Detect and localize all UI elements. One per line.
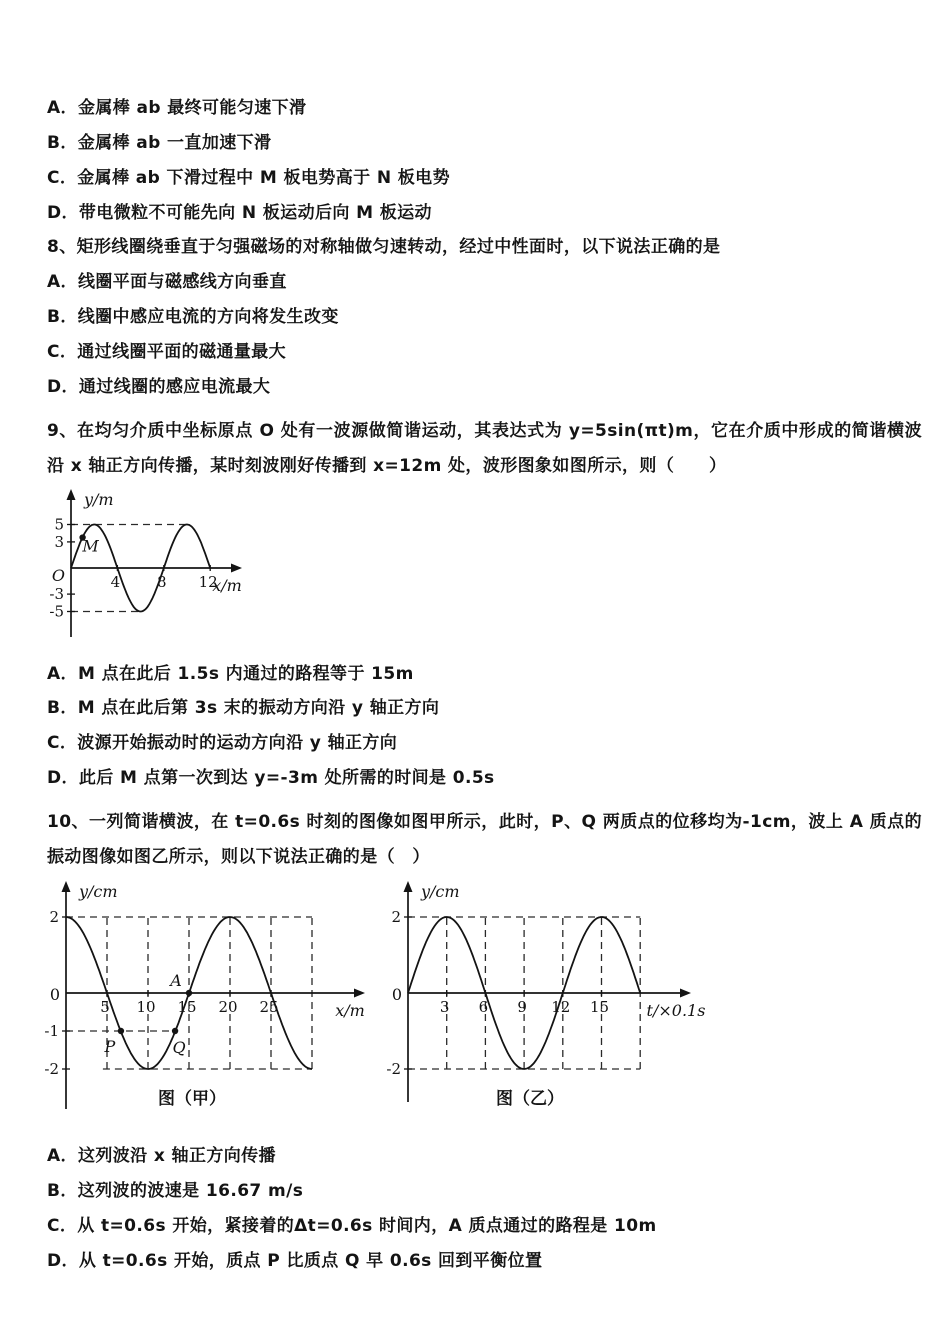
y-axis-arrow-icon — [67, 489, 76, 500]
point-label-P: P — [104, 1036, 116, 1056]
point-Q — [172, 1028, 178, 1034]
q9-wave-snapshot — [47, 486, 347, 652]
y-axis-label: y/cm — [421, 881, 460, 901]
y-axis-label: y/cm — [79, 881, 118, 901]
x-tick-label: 10 — [136, 997, 156, 1016]
figure-yi-vibration-graph — [382, 876, 727, 1130]
figure-caption: 图（乙） — [496, 1088, 564, 1109]
q9-waveform-figure — [47, 486, 922, 656]
q7-option-a: A．金属棒 ab 最终可能匀速下滑 — [47, 98, 307, 118]
q10-option-d: D．从 t=0.6s 开始，质点 P 比质点 Q 早 0.6s 回到平衡位置 — [47, 1250, 543, 1271]
x-tick-label: 8 — [157, 572, 167, 591]
x-tick-label: 15 — [177, 997, 197, 1016]
x-tick-label: 9 — [517, 997, 527, 1016]
point-label-A: A — [170, 970, 182, 990]
origin-label: 0 — [49, 984, 60, 1004]
q8-option-a: A．线圈平面与磁感线方向垂直 — [47, 272, 287, 293]
x-axis-label: x/m — [335, 1000, 365, 1020]
x-axis-arrow-icon — [231, 563, 242, 572]
x-tick-label: 20 — [218, 997, 238, 1016]
x-tick-label: 5 — [100, 997, 110, 1016]
y-tick-label: -3 — [49, 584, 64, 603]
x-tick-label: 6 — [478, 997, 489, 1016]
origin-label: O — [51, 565, 65, 585]
q8-stem: 8、矩形线圈绕垂直于匀强磁场的对称轴做匀速转动，经过中性面时，以下说法正确的是 — [47, 237, 721, 258]
y-axis-arrow-icon — [62, 881, 71, 892]
q9-option-a: A．M 点在此后 1.5s 内通过的路程等于 15m — [47, 663, 414, 684]
figure-caption: 图（甲） — [158, 1088, 226, 1109]
y-tick-label: -5 — [49, 602, 64, 621]
x-axis-arrow-icon — [680, 988, 691, 997]
q9-stem: 9、在均匀介质中坐标原点 O 处有一波源做简谐运动，其表达式为 y=5sin(πt)m，它在介质中形成的简谐横波沿 x 轴正方向传播，某时刻波刚好传播到 x=12m 处，波形图象如图所示，则（ ） — [47, 420, 922, 476]
q8-option-d: D．通过线圈的感应电流最大 — [47, 376, 271, 397]
x-tick-label: 3 — [439, 997, 450, 1016]
q8-option-b: B．线圈中感应电流的方向将发生改变 — [47, 307, 339, 328]
y-tick-label: -2 — [44, 1059, 59, 1078]
x-axis-label: x/m — [212, 575, 242, 595]
q10-stem: 10、一列简谐横波，在 t=0.6s 时刻的图像如图甲所示，此时，P、Q 两质点的位移均为-1cm，波上 A 质点的振动图像如图乙所示，则以下说法正确的是（ ） — [47, 811, 922, 867]
question-9 — [47, 414, 922, 788]
point-label-M: M — [82, 536, 99, 556]
q7-options — [47, 100, 922, 222]
y-tick-label: 5 — [54, 515, 64, 534]
y-tick-label: 2 — [391, 907, 401, 926]
x-axis-label: t/×0.1s — [646, 1000, 706, 1020]
x-tick-label: 15 — [589, 997, 610, 1016]
x-tick-label: 4 — [110, 572, 121, 591]
q8-option-c: C．通过线圈平面的磁通量最大 — [47, 341, 287, 362]
y-axis-arrow-icon — [404, 881, 413, 892]
y-axis-label: y/m — [84, 489, 114, 509]
x-tick-label: 12 — [198, 572, 218, 591]
point-label-Q: Q — [172, 1037, 186, 1057]
q10-figures — [42, 876, 922, 1130]
point-P — [118, 1028, 124, 1034]
x-tick-label: 12 — [551, 997, 571, 1016]
q7-option-d: D．带电微粒不可能先向 N 板运动后向 M 板运动 — [47, 202, 432, 223]
q7-option-c: C．金属棒 ab 下滑过程中 M 板电势高于 N 板电势 — [47, 167, 450, 188]
question-8 — [47, 239, 922, 396]
q7-option-b: B．金属棒 ab 一直加速下滑 — [47, 132, 272, 153]
point-A — [186, 990, 192, 996]
y-tick-label: 2 — [49, 907, 59, 926]
wave-snapshot-jia — [42, 876, 382, 1126]
q10-option-a: A．这列波沿 x 轴正方向传播 — [47, 1145, 276, 1166]
question-10 — [44, 805, 922, 1271]
y-tick-label: -1 — [44, 1021, 59, 1040]
y-tick-label: 3 — [54, 532, 64, 551]
q9-option-d: D．此后 M 点第一次到达 y=-3m 处所需的时间是 0.5s — [47, 768, 495, 789]
x-tick-label: 25 — [259, 997, 279, 1016]
vibration-graph-yi — [382, 876, 727, 1126]
q9-option-b: B．M 点在此后第 3s 末的振动方向沿 y 轴正方向 — [47, 698, 440, 719]
q10-option-b: B．这列波的波速是 16.67 m/s — [47, 1180, 304, 1201]
x-axis-arrow-icon — [354, 988, 365, 997]
y-tick-label: -2 — [386, 1059, 401, 1078]
origin-label: 0 — [391, 984, 402, 1004]
q9-option-c: C．波源开始振动时的运动方向沿 y 轴正方向 — [47, 733, 398, 754]
figure-jia-wave-snapshot — [42, 876, 382, 1130]
q10-option-c: C．从 t=0.6s 开始，紧接着的Δt=0.6s 时间内，A 质点通过的路程是 10m — [47, 1215, 657, 1236]
